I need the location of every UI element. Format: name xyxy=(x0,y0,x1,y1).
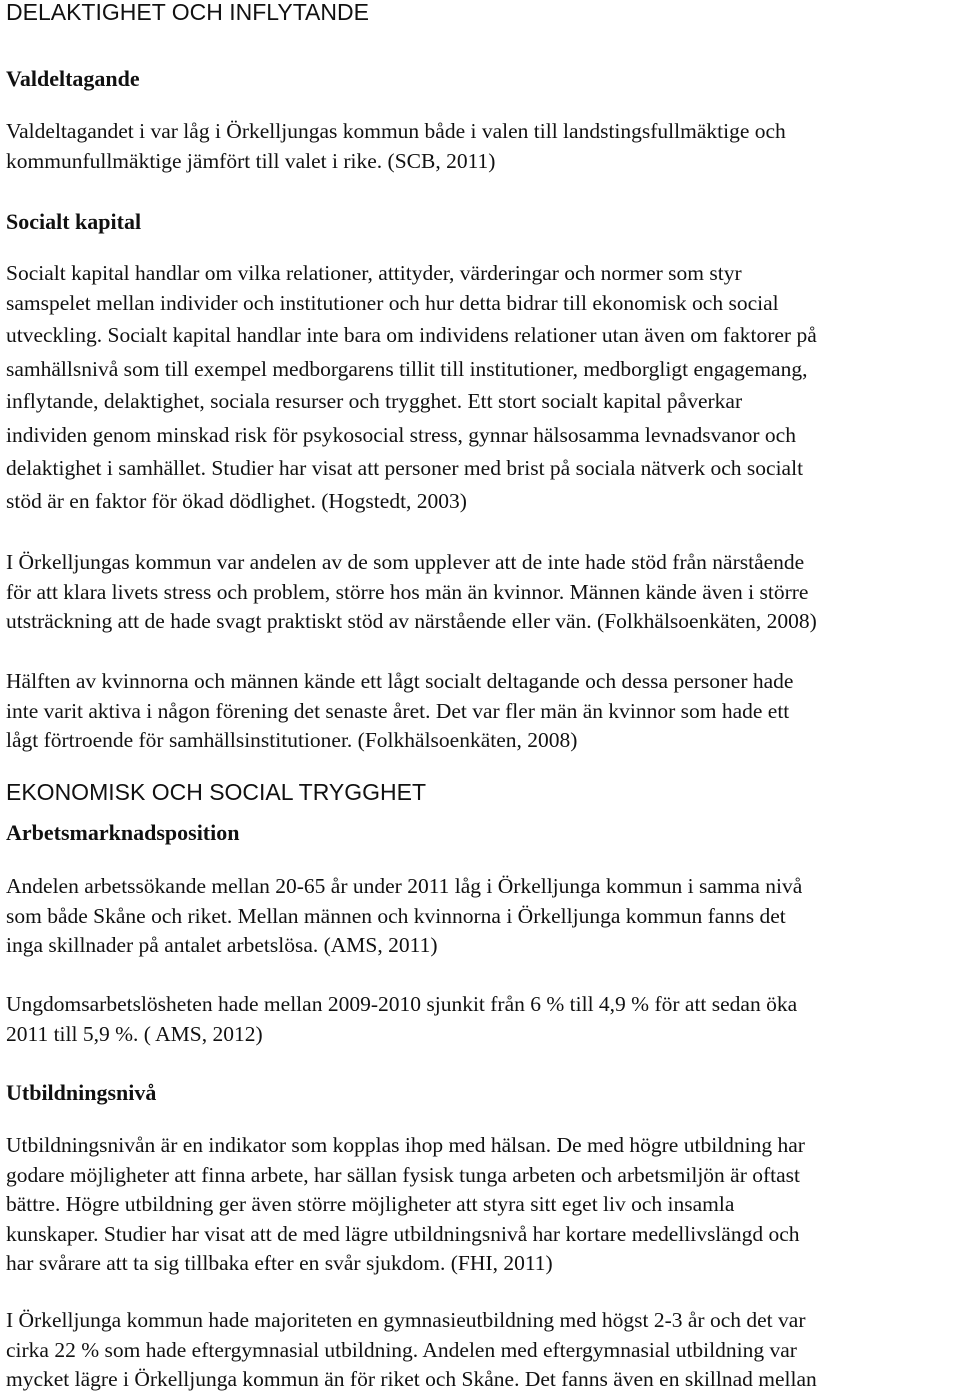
text-line: har svårare att ta sig tillbaka efter en svår sjukdom. (FHI, 2011) xyxy=(6,1251,553,1275)
text-line: Hälften av kvinnorna och männen kände ett lågt socialt deltagande och dessa personer hade xyxy=(6,669,794,693)
paragraph-arbetsmarknad-1 xyxy=(6,872,958,961)
paragraph-socialt-kapital-3 xyxy=(6,667,958,756)
text-line: utveckling. Socialt kapital handlar inte bara om individens relationer utan även om faktorer på xyxy=(6,323,817,347)
subheading-arbetsmarknadsposition: Arbetsmarknadsposition xyxy=(6,820,240,845)
paragraph-socialt-kapital-1 xyxy=(6,259,958,516)
text-line: bättre. Högre utbildning ger även större möjligheter att styra sitt eget liv och insamla xyxy=(6,1192,735,1216)
paragraph-arbetsmarknad-2 xyxy=(6,990,958,1049)
text-line: inflytande, delaktighet, sociala resurser och trygghet. Ett stort socialt kapital påverkar xyxy=(6,389,743,413)
text-line: för att klara livets stress och problem, större hos män än kvinnor. Männen kände även i större xyxy=(6,579,809,604)
text-line: stöd är en faktor för ökad dödlighet. (Hogstedt, 2003) xyxy=(6,488,467,513)
text-line: individen genom minskad risk för psykosocial stress, gynnar hälsosamma levnadsvanor och xyxy=(6,422,796,447)
subheading-socialt-kapital: Socialt kapital xyxy=(6,209,142,234)
paragraph-utbildning-1 xyxy=(6,1131,958,1279)
subheading-valdeltagande: Valdeltagande xyxy=(6,66,140,91)
text-line: Andelen arbetssökande mellan 20-65 år under 2011 låg i Örkelljunga kommun i samma nivå xyxy=(6,874,803,898)
text-line: cirka 22 % som hade eftergymnasial utbildning. Andelen med eftergymnasial utbildning var xyxy=(6,1337,797,1362)
text-line: Socialt kapital handlar om vilka relationer, attityder, värderingar och normer som styr xyxy=(6,261,742,285)
text-line: I Örkelljunga kommun hade majoriteten en gymnasieutbildning med högst 2-3 år och det var xyxy=(6,1308,806,1332)
text-line: Utbildningsnivån är en indikator som kopplas ihop med hälsan. De med högre utbildning har xyxy=(6,1133,805,1157)
paragraph-valdeltagande xyxy=(6,117,958,176)
text-line: samspelet mellan individer och institutioner och hur detta bidrar till ekonomisk och social xyxy=(6,290,779,315)
section-heading-delaktighet: DELAKTIGHET OCH INFLYTANDE xyxy=(6,0,369,25)
paragraph-socialt-kapital-2 xyxy=(6,548,958,637)
text-line: kunskaper. Studier har visat att de med lägre utbildningsnivå har kortare medellivslängd och xyxy=(6,1221,800,1246)
text-line: Valdeltagandet i var låg i Örkelljungas kommun både i valen till landstingsfullmäktige och xyxy=(6,119,786,143)
paragraph-utbildning-2 xyxy=(6,1306,958,1395)
text-line: lågt förtroende för samhällsinstitutioner. (Folkhälsoenkäten, 2008) xyxy=(6,728,578,752)
text-line: utsträckning att de hade svagt praktiskt stöd av närstående eller vän. (Folkhälsoenkäten, 2008) xyxy=(6,609,817,633)
text-line: delaktighet i samhället. Studier har visat att personer med brist på sociala nätverk och socialt xyxy=(6,456,804,480)
text-line: inte varit aktiva i någon förening det senaste året. Det var fler män än kvinnor som hade ett xyxy=(6,698,790,723)
text-line: mycket lägre i Örkelljunga kommun än för riket och Skåne. Det fanns även en skillnad mellan xyxy=(6,1367,817,1391)
text-line: inga skillnader på antalet arbetslösa. (AMS, 2011) xyxy=(6,933,438,957)
text-line: som både Skåne och riket. Mellan männen och kvinnorna i Örkelljunga kommun fanns det xyxy=(6,903,786,928)
text-line: 2011 till 5,9 %. ( AMS, 2012) xyxy=(6,1021,263,1046)
text-line: Ungdomsarbetslösheten hade mellan 2009-2010 sjunkit från 6 % till 4,9 % för att sedan öka xyxy=(6,992,798,1016)
text-line: kommunfullmäktige jämfört till valet i rike. (SCB, 2011) xyxy=(6,148,496,173)
text-line: godare möjligheter att finna arbete, har sällan fysisk tunga arbeten och arbetsmiljön är oftast xyxy=(6,1162,801,1187)
subheading-utbildningsniva: Utbildningsnivå xyxy=(6,1080,157,1105)
text-line: samhällsnivå som till exempel medborgarens tillit till institutioner, medborgligt engagemang, xyxy=(6,356,808,381)
section-heading-ekonomisk: EKONOMISK OCH SOCIAL TRYGGHET xyxy=(6,779,427,805)
text-line: I Örkelljungas kommun var andelen av de som upplever att de inte hade stöd från närstående xyxy=(6,550,805,574)
